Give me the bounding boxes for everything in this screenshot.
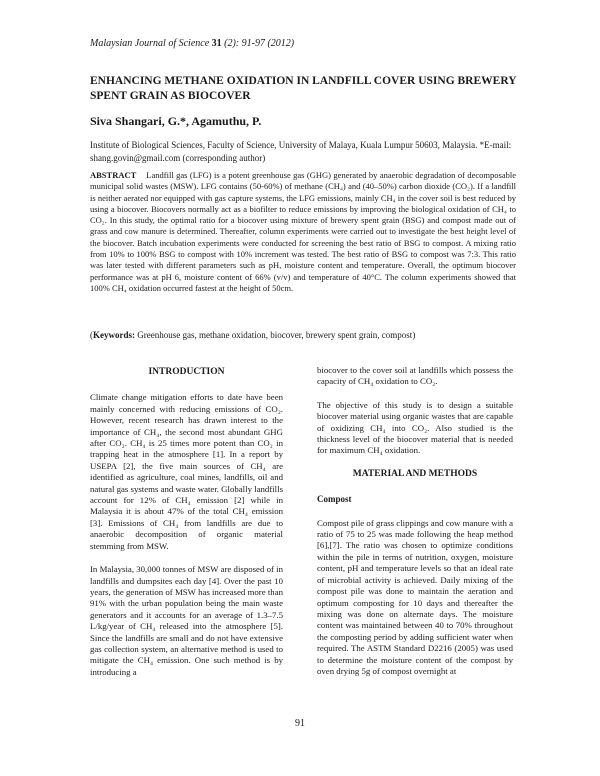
- left-column: [90, 365, 283, 690]
- journal-header: [90, 38, 294, 49]
- journal-volume: 31: [211, 38, 222, 49]
- affiliation: Institute of Biological Sciences, Faculty of Science, University of Malaya, Kuala Lumpur 50603, Malaysia. *E-mail: shang.govin@gmail.com (corresponding author): [90, 140, 512, 163]
- intro-paragraph-1: Climate change mitigation efforts to date have been mainly concerned with reducing emissions of CO₂. However, recent research has drawn interest to the importance of CH₄, the second most abundant GHG after CO₂. CH₄ is 25 times more potent than CO₂ in trapping heat in the atmosphere [1]. In a report by USEPA [2], the five main sources of CH₄ are identified as agriculture, coal mines, landfills, oil and natural gas systems and waste water. Globally landfills account for 12% of CH₄ emission [2] while in Malaysia it is about 47% of the total CH₄ emission [3]. Emissions of CH₄ from landfills are due to anaerobic decomposition of organic material stemming from MSW.: [90, 392, 283, 551]
- abstract-label: ABSTRACT: [90, 170, 137, 180]
- page-number: 91: [295, 718, 305, 729]
- keywords: [90, 330, 520, 340]
- authors: Siva Shangari, G.*, Agamuthu, P.: [90, 114, 262, 128]
- keywords-open-paren: (: [90, 330, 93, 340]
- abstract: [90, 170, 516, 294]
- paper-title: ENHANCING METHANE OXIDATION IN LANDFILL COVER USING BREWERY SPENT GRAIN AS BIOCOVER: [90, 75, 517, 102]
- keywords-label: Keywords:: [93, 330, 135, 340]
- intro-paragraph-3: biocover to the cover soil at landfills which possess the capacity of CH₄ oxidation to CO₂.: [317, 365, 513, 387]
- journal-name: Malaysian Journal of Science: [90, 38, 210, 49]
- compost-subheading: Compost: [317, 494, 352, 505]
- methods-heading: MATERIAL AND METHODS: [352, 468, 478, 479]
- abstract-text: Landfill gas (LFG) is a potent greenhouse gas (GHG) generated by anaerobic degradation of decomposable municipal solid wastes (MSW). LFG contains (50-60%) of methane (CH₄) and (40–50%) carbon dioxide (CO₂). If a landfill is neither aerated nor equipped with gas capture systems, the LFG emissions, mainly CH₄ in the cover soil is best reduced by using a biocover. Biocovers normally act as a biofilter to reduce emissions by improving the biological oxidation of CH₄ to CO₂. In this study, the optimal ratio for a biocover using mixture of brewery spent grain (BSG) and compost made out of grass and cow manure is determined. Thereafter, column experiments were carried out to investigate the best height level of the biocover. Batch incubation experiments were conducted for screening the best ratio of BSG to compost. A mixing ratio from 10% to 100% BSG to compost with 10% increment was tested. The best ratio of BSG to compost was 7:3. This ratio was later tested with different parameters such as pH, moisture content and temperature. Overall, the optimum biocover performance was at pH 6, moisture content of 66% (v/v) and temperature of 40°C. The column experiments showed that 100% CH₄ oxidation occurred fastest at the height of 50cm.: [90, 170, 516, 293]
- keywords-text: Greenhouse gas, methane oxidation, biocover, brewery spent grain, compost: [137, 330, 413, 340]
- right-column: [317, 365, 513, 689]
- journal-issue-pages: (2): 91-97 (2012): [224, 38, 295, 49]
- keywords-close-paren: ): [412, 330, 416, 340]
- intro-paragraph-2: In Malaysia, 30,000 tonnes of MSW are disposed of in landfills and dumpsites each day [4]. Over the past 10 years, the generation of MSW has increased more than 91% with the urban population being the main waste generators and it accounts for an average of 1.3–7.5 L/kg/year of CH₄ released into the atmosphere [5]. Since the landfills are small and do not have extensive gas collection system, an alternative method is used to mitigate the CH₄ emission. One such method is by introducing a: [90, 564, 283, 677]
- introduction-heading: INTRODUCTION: [148, 367, 225, 377]
- compost-paragraph: Compost pile of grass clippings and cow manure with a ratio of 75 to 25 was made following the heap method [6],[7]. The ratio was chosen to optimize conditions within the pile in terms of nutrition, oxygen, moisture content, pH and temperature levels so that an ideal rate of microbial activity is achieved. Daily mixing of the compost pile was done to maintain the aeration and optimum composting for 10 days and thereafter the mixing was done on alternate days. The moisture content was maintained between 40 to 70% throughout the composting period by adding sufficient water when required. The ASTM Standard D2216 (2005) was used to determine the moisture content of the compost by oven drying 5g of compost overnight at: [317, 517, 513, 676]
- intro-paragraph-4: The objective of this study is to design a suitable biocover material using organic wastes that are capable of oxidizing CH₄ into CO₂. Also studied is the thickness level of the biocover material that is needed for maximum CH₄ oxidation.: [317, 399, 513, 456]
